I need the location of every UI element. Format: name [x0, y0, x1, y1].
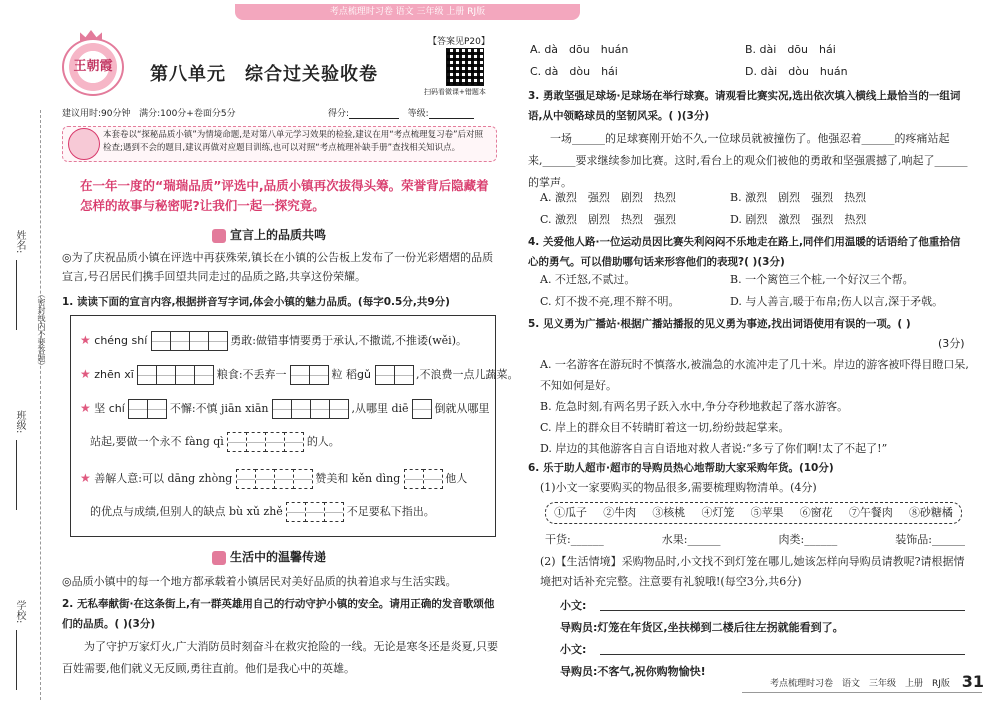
binding-line — [40, 110, 41, 700]
score-field[interactable] — [349, 106, 399, 119]
school-label: 学校: — [14, 600, 25, 624]
decl-text: ,不浪费一点儿蔬菜。 — [416, 368, 519, 381]
answer-grid[interactable] — [272, 399, 348, 419]
section2-heading — [212, 548, 326, 565]
qr-caption: 扫码看微课+错题本 — [424, 88, 486, 96]
dialog-xiaowen-2: 小文: — [560, 643, 587, 656]
brand-logo: 王朝霞 — [62, 38, 124, 96]
category-meat[interactable]: 肉类:______ — [778, 533, 838, 546]
option-a[interactable]: A. 不迁怒,不贰过。 — [540, 273, 636, 286]
q6-part1: (1)小文一家要购买的物品很多,需要梳理购物清单。(4分) — [540, 481, 817, 494]
class-field[interactable] — [16, 440, 17, 510]
option-a[interactable]: A. 一名游客在游玩时不慎落水,被湍急的水流冲走了几十米。岸边的游客被吓得目瞪口呆,不知如何是好。 — [540, 358, 969, 392]
list-item: ③核桃 — [652, 506, 686, 519]
decl-line-6 — [90, 502, 435, 522]
option-c[interactable]: C. 激烈 剧烈 热烈 强烈 — [540, 213, 677, 226]
score-label: 得分: — [328, 109, 350, 119]
answer-grid[interactable] — [128, 399, 166, 419]
star-icon: ★ — [80, 471, 91, 485]
decl-text: 不足要私下指出。 — [346, 505, 435, 518]
question-2: 2. 无私奉献街·在这条街上,有一群英雄用自己的行动守护小镇的安全。请用正确的发音歌颂他们的品质。( )(3分) — [62, 598, 495, 630]
answer-line-2[interactable] — [600, 654, 965, 655]
option-c[interactable]: C. 灯不拨不亮,理不辩不明。 — [540, 295, 680, 308]
q6-part2: (2)【生活情境】采购物品时,小文找不到灯笼在哪儿,她该怎样向导购员请教呢?请根据情境把对话补充完整。注意要有礼貌哦!(每空3分,共6分) — [540, 555, 965, 588]
qr-code-icon — [446, 48, 484, 86]
pinyin: 稻gǔ — [346, 368, 372, 381]
decl-text: 不懈:不慎 jiān xiān — [169, 402, 269, 415]
star-icon: ★ — [80, 333, 91, 347]
dialog-guide-2: 导购员:不客气,祝你购物愉快! — [560, 665, 706, 678]
answer-grid[interactable] — [236, 469, 312, 489]
exam-meta — [62, 106, 236, 119]
decl-text: 倒就从哪里 — [434, 402, 490, 415]
decl-line-5 — [80, 468, 467, 489]
option-a[interactable]: A. 激烈 强烈 剧烈 热烈 — [540, 191, 676, 204]
time-suggestion: 建议用时:90分钟 — [62, 109, 131, 119]
q3-options — [540, 188, 970, 230]
instruction-note: 本套卷以“探秘品质小镇”为情境命题,是对第八单元学习效果的检验,建议在用“考点梳理复习卷”后对照检查;遇到不会的题目,建议再做对应题目训练,也可以对照“考点梳理补缺手册”查找相关知识点。 — [62, 126, 497, 162]
decl-text: 的人。 — [306, 435, 340, 448]
section1-lead: ◎为了庆祝品质小镇在评选中再获殊荣,镇长在小镇的公告板上发布了一份光彩熠熠的品质宣言,号召居民们携手回望共同走过的品质之路,共享这份荣耀。 — [62, 251, 494, 283]
seal-note: （密封线内不要答题） — [37, 290, 46, 370]
q1-options — [530, 40, 960, 82]
option-b[interactable]: B. 激烈 剧烈 强烈 热烈 — [730, 191, 867, 204]
answer-grid[interactable] — [412, 399, 431, 419]
option-d[interactable]: D. 岸边的其他游客自言自语地对救人者说:“多亏了你们啊!太了不起了!” — [540, 442, 888, 455]
class-label: 班级: — [14, 410, 25, 434]
list-item: ⑤苹果 — [750, 506, 784, 519]
decl-text: 的优点与成绩,但别人的缺点 bù xǔ zhě — [90, 505, 283, 518]
name-field[interactable] — [16, 260, 17, 330]
option-d[interactable]: D. 与人善言,暖于布帛;伤人以言,深于矛戟。 — [730, 295, 944, 308]
grade-field[interactable] — [429, 106, 474, 119]
decl-text: 站起,要做一个永不 fàng qì — [90, 435, 224, 448]
name-label: 姓名: — [14, 230, 25, 254]
question-3: 3. 勇敢坚强足球场·足球场在举行球赛。请观看比赛实况,选出依次填入横线上最恰当的一组词语,从中领略球员的坚韧风采。( )(3分) — [528, 90, 961, 122]
section2-lead: ◎品质小镇中的每一个地方都承载着小镇居民对美好品质的执着追求与生活实践。 — [62, 575, 457, 588]
decl-text: ,从哪里 diē — [351, 402, 409, 415]
pinyin: zhēn xī — [94, 368, 134, 381]
page-number: 31 — [961, 672, 984, 691]
option-c[interactable]: C. 岸上的群众目不转睛盯着这一切,纷纷鼓起掌来。 — [540, 421, 790, 434]
decl-line-4 — [90, 432, 340, 452]
book-icon — [212, 229, 226, 243]
question-2-passage: 为了守护万家灯火,广大消防员时刻奋斗在救灾抢险的一线。无论是寒冬还是炎夏,只要百姓需要,他们就义无反顾,勇往直前。他们是我心中的英雄。 — [62, 640, 498, 675]
answer-grid[interactable] — [286, 502, 343, 522]
star-icon: ★ — [80, 401, 91, 415]
q5-score: (3分) — [938, 337, 965, 350]
section2-title: 生活中的温馨传递 — [230, 550, 327, 564]
decl-line-1 — [80, 330, 467, 351]
pinyin: 坚 chí — [94, 402, 125, 415]
q4-options — [540, 270, 970, 312]
q5-options — [540, 354, 970, 459]
category-decor[interactable]: 装饰品:______ — [895, 533, 965, 546]
option-d[interactable]: D. 剧烈 激烈 强烈 热烈 — [730, 213, 867, 226]
dialog-xiaowen-1: 小文: — [560, 599, 587, 612]
list-item: ⑦午餐肉 — [848, 506, 893, 519]
question-1: 1. 读读下面的宣言内容,根据拼音写字词,体会小镇的魅力品质。(每字0.5分,共9分) — [62, 296, 450, 308]
list-item: ④灯笼 — [701, 506, 735, 519]
shopping-list — [545, 502, 962, 524]
decl-text: 赞美和 kěn dìng — [315, 472, 401, 485]
category-fruit[interactable]: 水果:______ — [661, 533, 721, 546]
decl-text: 善解人意:可以 dāng zhòng — [94, 472, 233, 485]
option-c[interactable]: C. dà dòu hái — [530, 65, 618, 78]
question-6: 6. 乐于助人超市·超市的导购员热心地帮助大家采购年货。(10分) — [528, 462, 834, 474]
question-3-passage: 一场______的足球赛刚开始不久,一位球员就被撞伤了。他强忍着______的疼痛站起来,______要求继续参加比赛。这时,看台上的观众们被他的勇敢和坚强震撼了,响起了______的掌声。 — [528, 132, 968, 189]
answer-line-1[interactable] — [600, 610, 965, 611]
decl-text: 勇敢:做错事情要勇于承认,不撒谎,不推诿(wěi)。 — [230, 334, 467, 347]
option-b[interactable]: B. 危急时刻,有两名男子跃入水中,争分夺秒地救起了落水游客。 — [540, 400, 849, 413]
list-item: ②牛肉 — [603, 506, 637, 519]
decl-line-2 — [80, 364, 519, 385]
decl-text: 粮食:不丢弃一 — [216, 368, 287, 381]
question-5: 5. 见义勇为广播站·根据广播站播报的见义勇为事迹,找出词语使用有误的一项。( ) — [528, 318, 911, 330]
section1-title: 宣言上的品质共鸣 — [230, 228, 327, 242]
star-icon: ★ — [80, 367, 91, 381]
question-4: 4. 关爱他人路·一位运动员因比赛失利闷闷不乐地走在路上,同伴们用温暖的话语给了他重拾信心的勇气。可以借助哪句话来形容他们的表现?( )(3分) — [528, 236, 961, 268]
page-title: 第八单元 综合过关验收卷 — [150, 64, 378, 85]
full-score: 满分:100分+卷面分5分 — [139, 109, 236, 119]
option-a[interactable]: A. dà dōu huán — [530, 43, 629, 56]
school-field[interactable] — [16, 630, 17, 690]
footer-rule — [742, 692, 982, 693]
top-banner: 考点梳理时习卷 语文 三年级 上册 RJ版 — [235, 4, 580, 20]
list-item: ⑥窗花 — [799, 506, 833, 519]
intro-paragraph: 在一年一度的“瑞瑞品质”评选中,品质小镇再次拔得头筹。荣誉背后隐藏着怎样的故事与秘密呢?让我们一起一探究竟。 — [80, 178, 489, 213]
option-b[interactable]: B. dài dōu hái — [745, 43, 836, 56]
decl-text: 他人 — [445, 472, 468, 485]
house-icon — [212, 551, 226, 565]
answer-reference: 【答案见P20】 — [428, 37, 490, 47]
decl-text: 粒 — [331, 368, 343, 381]
pinyin: chéng shí — [94, 334, 148, 347]
footer-text: 考点梳理时习卷 语文 三年级 上册 RJ版 — [770, 679, 950, 689]
section1-heading — [212, 226, 326, 243]
category-row — [545, 530, 965, 550]
option-d[interactable]: D. dài dòu huán — [745, 65, 848, 78]
decl-line-3 — [80, 398, 490, 419]
category-dry[interactable]: 干货:______ — [545, 533, 604, 546]
grade-label: 等级: — [407, 109, 429, 119]
answer-grid[interactable] — [227, 432, 303, 452]
list-item: ①瓜子 — [554, 506, 588, 519]
dialog-guide-1: 导购员:灯笼在年货区,坐扶梯到二楼后往左拐就能看到了。 — [560, 621, 844, 634]
answer-grid[interactable] — [137, 365, 213, 385]
answer-grid[interactable] — [375, 365, 413, 385]
list-item: ⑧砂糖橘 — [908, 506, 953, 519]
answer-grid[interactable] — [151, 331, 227, 351]
answer-grid[interactable] — [404, 469, 442, 489]
option-b[interactable]: B. 一个篱笆三个桩,一个好汉三个帮。 — [730, 273, 914, 286]
mascot-icon — [68, 128, 100, 160]
score-area — [328, 106, 474, 119]
answer-grid[interactable] — [290, 365, 328, 385]
